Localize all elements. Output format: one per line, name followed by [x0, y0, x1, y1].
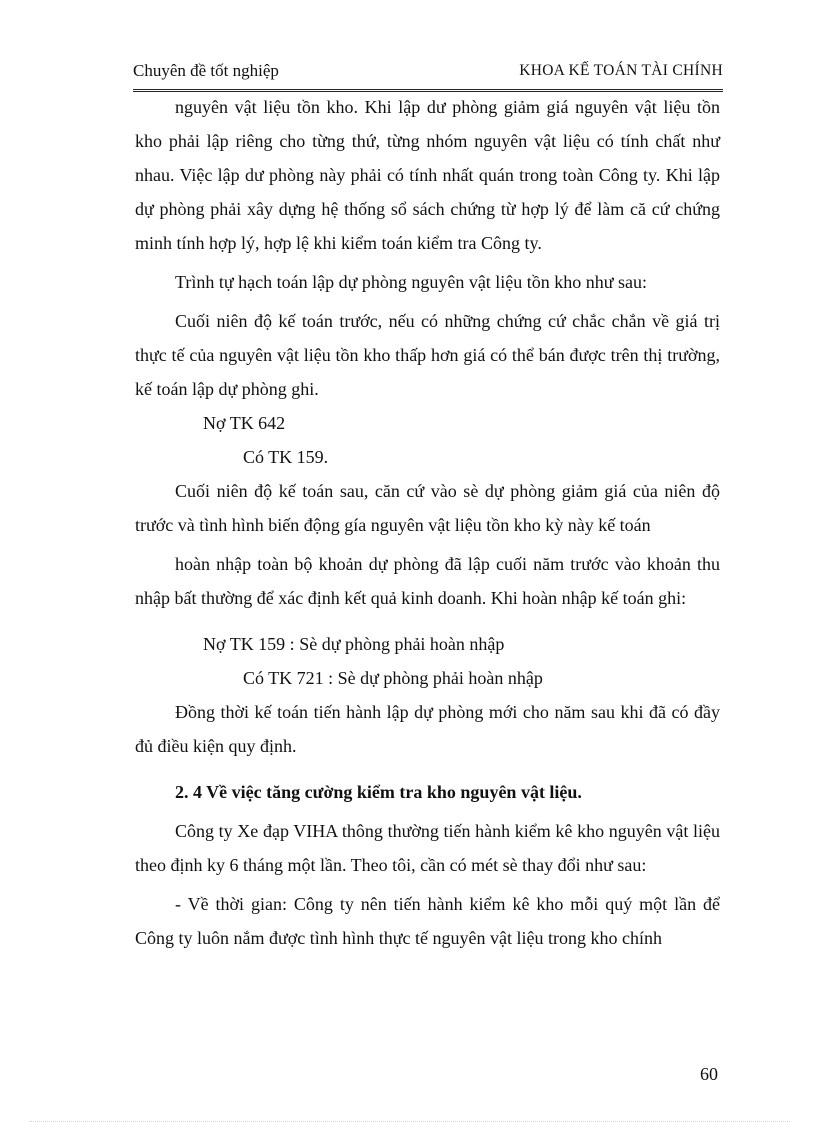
page-header	[133, 55, 723, 92]
paragraph-timing: - Về thời gian: Công ty nên tiến hành kiểm kê kho mỗi quý một lần để Công ty luôn nắm được tình hình thực tế nguyên vật liệu trong kho chính	[135, 894, 720, 948]
journal-entry-debit-642: Nợ TK 642	[203, 413, 286, 433]
journal-entry-credit-159: Có TK 159.	[243, 447, 329, 467]
header-faculty: KHOA KẾ TOÁN TÀI CHÍNH	[519, 62, 723, 79]
page-body	[135, 90, 720, 955]
journal-entry-credit-721: Có TK 721 : Sè dự phòng phải hoàn nhập	[243, 668, 543, 688]
paragraph-provision-rules: nguyên vật liệu tồn kho. Khi lập dư phòng giảm giá nguyên vật liệu tồn kho phải lập riêng cho từng thứ, từng nhóm nguyên vật liệu có tính chất như nhau. Việc lập dư phòng này phải có tính nhất quán trong toàn Công ty. Khi lập dự phòng phải xây dựng hệ thống sổ sách chứng từ hợp lý để làm că cứ chứng minh tính hợp lý, hợp lệ khi kiểm toán kiểm tra Công ty.	[135, 97, 720, 253]
paragraph-year-end-previous: Cuối niên độ kế toán trước, nếu có những chứng cứ chắc chắn về giá trị thực tế của nguyên vật liệu tồn kho thấp hơn giá có thể bán được trên thị trường, kế toán lập dự phòng ghi.	[135, 311, 720, 399]
page-bottom-divider	[30, 1121, 790, 1122]
journal-entry-debit-159: Nợ TK 159 : Sè dự phòng phải hoàn nhập	[203, 634, 505, 654]
paragraph-procedure-intro: Trình tự hạch toán lập dự phòng nguyên vật liệu tồn kho như sau:	[175, 272, 648, 292]
paragraph-new-provision: Đồng thời kế toán tiến hành lập dự phòng mới cho năm sau khi đã có đầy đủ điều kiện quy định.	[135, 702, 720, 756]
section-heading: 2. 4 Về việc tăng cường kiểm tra kho nguyên vật liệu.	[175, 782, 582, 802]
paragraph-inventory-check: Công ty Xe đạp VIHA thông thường tiến hành kiểm kê kho nguyên vật liệu theo định ky 6 tháng một lần. Theo tôi, cần có mét sè thay đổi như sau:	[135, 821, 720, 875]
header-document-type: Chuyên đề tốt nghiệp	[133, 61, 279, 80]
paragraph-year-end-following: Cuối niên độ kế toán sau, căn cứ vào sè dự phòng giảm giá của niên độ trước và tình hình biến động gía nguyên vật liệu tồn kho kỳ này kế toán	[135, 481, 720, 535]
paragraph-reversal: hoàn nhập toàn bộ khoản dự phòng đã lập cuối năm trước vào khoản thu nhập bất thường để xác định kết quả kinh doanh. Khi hoàn nhập kế toán ghi:	[135, 554, 720, 608]
page-number: 60	[700, 1064, 718, 1084]
